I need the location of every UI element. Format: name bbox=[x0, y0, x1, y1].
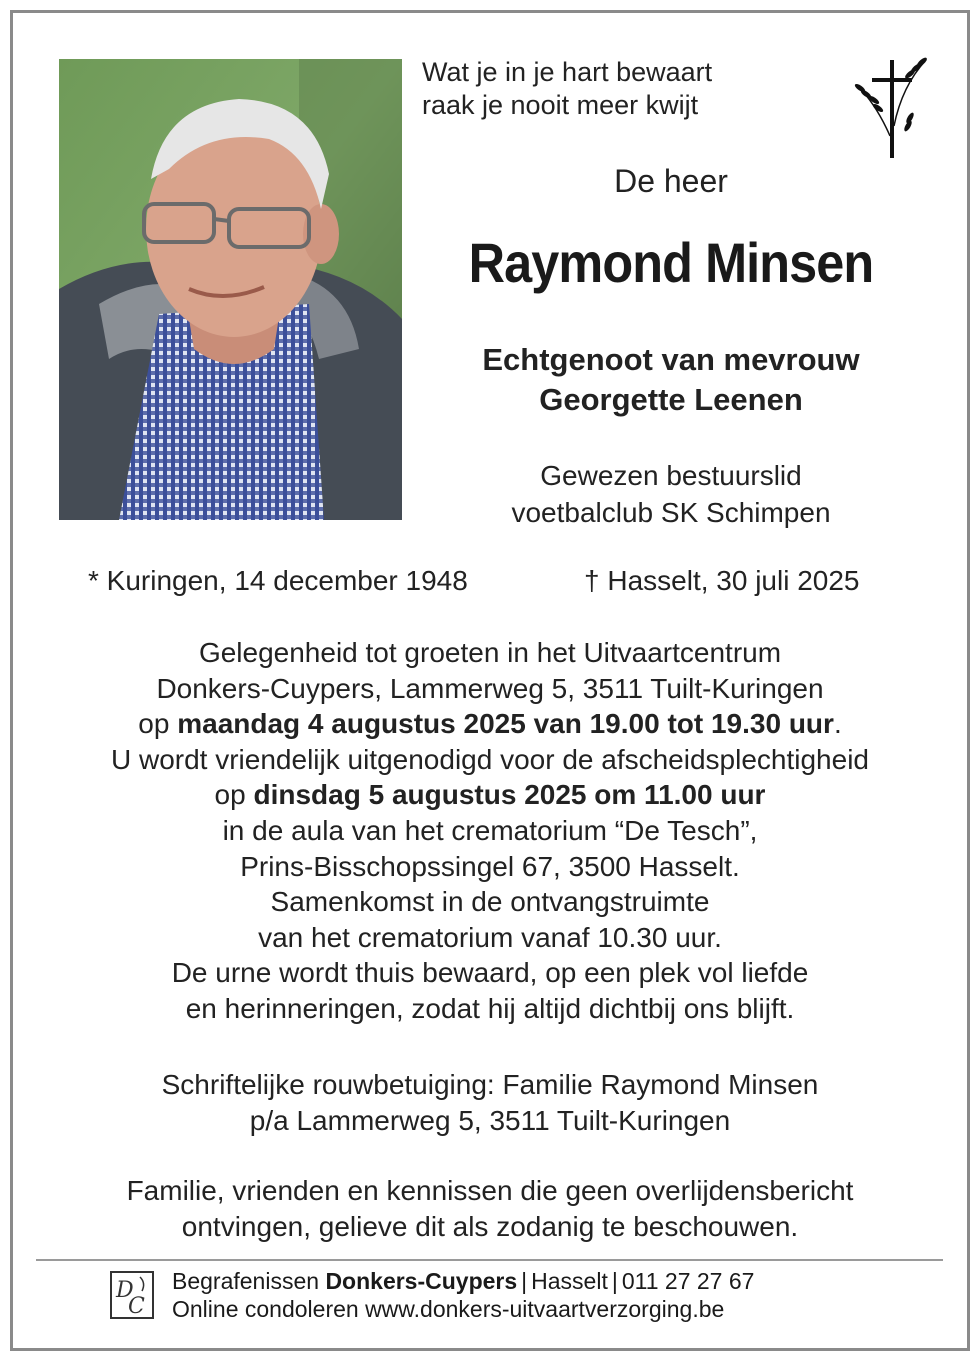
details-line: op dinsdag 5 augustus 2025 om 11.00 uur bbox=[214, 779, 766, 811]
role-line: Gewezen bestuurslid bbox=[540, 460, 802, 491]
company-phone: 011 27 27 67 bbox=[621, 1268, 755, 1294]
details-line: van het crematorium vanaf 10.30 uur. bbox=[258, 921, 722, 953]
footer-line-1: Begrafenissen Donkers-Cuypers | Hasselt | 011 27 27 67 bbox=[172, 1268, 755, 1294]
deceased-name: Raymond Minsen bbox=[468, 231, 874, 294]
details-line: Donkers-Cuypers, Lammerweg 5, 3511 Tuilt-Kuringen bbox=[156, 672, 824, 704]
birth-info: * Kuringen, 14 december 1948 bbox=[88, 565, 468, 596]
dc-logo bbox=[110, 1271, 154, 1319]
company-name: Donkers-Cuypers bbox=[325, 1268, 518, 1294]
title-prefix: De heer bbox=[614, 163, 728, 199]
role-info bbox=[430, 457, 912, 531]
funeral-home-footer bbox=[172, 1267, 754, 1323]
spouse-info bbox=[430, 340, 912, 420]
family-note bbox=[40, 1173, 940, 1244]
death-info: † Hasselt, 30 juli 2025 bbox=[584, 565, 860, 596]
company-city: Hasselt bbox=[531, 1268, 608, 1294]
motto-line: Wat je in je hart bewaart bbox=[422, 57, 713, 87]
details-line: Prins-Bisschopssingel 67, 3500 Hasselt. bbox=[240, 850, 740, 882]
motto-line: raak je nooit meer kwijt bbox=[422, 90, 699, 120]
family-line: Familie, vrienden en kennissen die geen overlijdensbericht bbox=[126, 1175, 854, 1206]
written-condolence bbox=[40, 1067, 940, 1138]
cross-with-wheat-icon bbox=[852, 56, 932, 162]
details-line: op maandag 4 augustus 2025 van 19.00 tot 19.30 uur. bbox=[138, 708, 842, 740]
written-line: Schriftelijke rouwbetuiging: Familie Raymond Minsen bbox=[161, 1069, 819, 1100]
details-line: Samenkomst in de ontvangstruimte bbox=[270, 886, 710, 918]
details-line: in de aula van het crematorium “De Tesch”, bbox=[222, 814, 758, 846]
written-line: p/a Lammerweg 5, 3511 Tuilt-Kuringen bbox=[249, 1104, 731, 1136]
footer-online-link[interactable]: Online condoleren www.donkers-uitvaartverzorging.be bbox=[172, 1296, 725, 1322]
svg-text:C: C bbox=[128, 1294, 145, 1319]
details-line: Gelegenheid tot groeten in het Uitvaartcentrum bbox=[198, 637, 782, 668]
details-line: en herinneringen, zodat hij altijd dichtbij ons blijft. bbox=[185, 992, 795, 1024]
role-line: voetbalclub SK Schimpen bbox=[511, 497, 831, 528]
family-line: ontvingen, gelieve dit als zodanig te beschouwen. bbox=[181, 1210, 799, 1242]
visitation-datetime: maandag 4 augustus 2025 van 19.00 tot 19.30 uur bbox=[177, 708, 834, 740]
svg-text:D: D bbox=[116, 1278, 134, 1303]
details-line: U wordt vriendelijk uitgenodigd voor de afscheidsplechtigheid bbox=[110, 743, 869, 775]
details-line: De urne wordt thuis bewaard, op een plek vol liefde bbox=[171, 957, 809, 989]
spouse-line: Georgette Leenen bbox=[539, 382, 803, 417]
ceremony-datetime: dinsdag 5 augustus 2025 om 11.00 uur bbox=[253, 779, 766, 811]
footer-divider bbox=[36, 1259, 943, 1261]
spouse-line: Echtgenoot van mevrouw bbox=[482, 342, 860, 377]
ceremony-details bbox=[40, 635, 940, 1027]
motto bbox=[422, 56, 712, 122]
portrait-photo bbox=[59, 59, 402, 520]
